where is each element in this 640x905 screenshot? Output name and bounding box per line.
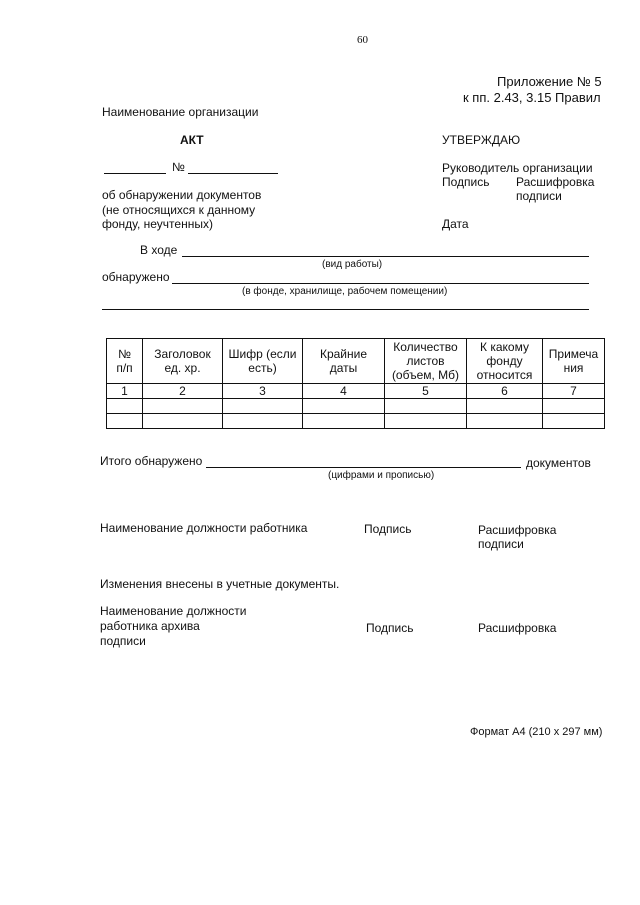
approval-signature: Подпись: [442, 175, 490, 189]
appendix-title: Приложение № 5: [497, 74, 602, 89]
total-suffix: документов: [526, 456, 591, 470]
table-cell: [223, 399, 303, 414]
during-line: [182, 256, 589, 257]
approval-title: УТВЕРЖДАЮ: [442, 133, 521, 147]
header-text: листов: [406, 354, 445, 368]
header-text: даты: [329, 361, 358, 375]
approval-decode: Расшифровка: [516, 175, 595, 189]
table-cell: 4: [303, 384, 385, 399]
act-subject-line-3: фонду, неучтенных): [102, 217, 213, 231]
table-header-cell: [223, 339, 303, 384]
total-line: [206, 467, 521, 468]
table-cell: [543, 414, 605, 429]
header-text: (объем, Мб): [391, 368, 460, 382]
header-text: Примеча: [548, 347, 599, 361]
table-cell: [223, 414, 303, 429]
header-text: есть): [248, 361, 277, 375]
archive-position-line-1: Наименование должности: [100, 604, 247, 618]
table-cell: [303, 399, 385, 414]
table-cell: [543, 399, 605, 414]
signer-position: Наименование должности работника: [100, 521, 308, 535]
header-text: №: [118, 347, 131, 361]
header-text: Крайние: [319, 347, 368, 361]
found-line: [172, 283, 589, 284]
header-text: Заголовок: [154, 347, 211, 361]
act-date-line: [104, 173, 166, 174]
table-number-row: [107, 384, 605, 399]
table-cell: [467, 399, 543, 414]
table-header-cell: [385, 339, 467, 384]
header-text: относится: [476, 368, 533, 382]
header-text: Шифр (если: [228, 347, 297, 361]
table-cell: [107, 399, 143, 414]
table-cell: [143, 414, 223, 429]
table-cell: [467, 414, 543, 429]
signer-decode: Расшифровка: [478, 523, 557, 537]
archive-position-line-2: работника архива: [100, 619, 200, 633]
total-label: Итого обнаружено: [100, 454, 203, 468]
found-label: обнаружено: [102, 270, 170, 284]
table-cell: [143, 399, 223, 414]
header-text: ния: [563, 361, 584, 375]
found-caption: (в фонде, хранилище, рабочем помещении): [242, 286, 448, 297]
table-header-cell: [303, 339, 385, 384]
table-header-cell: [143, 339, 223, 384]
act-number-line: [188, 173, 278, 174]
header-text: Количество: [393, 340, 458, 354]
approval-head: Руководитель организации: [442, 161, 593, 175]
org-name-label: Наименование организации: [102, 105, 259, 119]
act-number-sign: №: [172, 160, 185, 174]
table-cell: [303, 414, 385, 429]
table-cell: 6: [467, 384, 543, 399]
act-subject-line-2: (не относящихся к данному: [102, 203, 256, 217]
archive-signature: Подпись: [366, 621, 414, 635]
during-caption: (вид работы): [322, 259, 383, 270]
approval-date: Дата: [442, 217, 469, 231]
table-header-row: [107, 339, 605, 384]
appendix-reference: к пп. 2.43, 3.15 Правил: [463, 90, 601, 105]
page-number: 60: [357, 34, 368, 46]
found-continuation-line: [102, 309, 589, 310]
table-cell: 2: [143, 384, 223, 399]
table-header-cell: [467, 339, 543, 384]
table-cell: 5: [385, 384, 467, 399]
table-cell: [107, 414, 143, 429]
table-row: [107, 414, 605, 429]
signer-decode-2: подписи: [478, 537, 524, 551]
table-header-cell: [107, 339, 143, 384]
archive-position-line-3: подписи: [100, 634, 146, 648]
act-subject-line-1: об обнаружении документов: [102, 188, 262, 202]
approval-decode-2: подписи: [516, 189, 562, 203]
archive-decode: Расшифровка: [478, 621, 557, 635]
table-row: [107, 399, 605, 414]
header-text: п/п: [116, 361, 133, 375]
during-label: В ходе: [140, 243, 178, 257]
documents-table: [106, 338, 605, 429]
table-cell: [385, 414, 467, 429]
table-cell: 7: [543, 384, 605, 399]
changes-note: Изменения внесены в учетные документы.: [100, 577, 340, 591]
table-cell: 3: [223, 384, 303, 399]
act-title: АКТ: [180, 133, 204, 147]
table-header-cell: [543, 339, 605, 384]
header-text: фонду: [486, 354, 523, 368]
format-note: Формат А4 (210 х 297 мм): [470, 726, 603, 738]
signer-signature: Подпись: [364, 522, 412, 536]
header-text: К какому: [480, 340, 529, 354]
table-cell: 1: [107, 384, 143, 399]
table-cell: [385, 399, 467, 414]
total-caption: (цифрами и прописью): [328, 470, 435, 481]
header-text: ед. хр.: [164, 361, 201, 375]
